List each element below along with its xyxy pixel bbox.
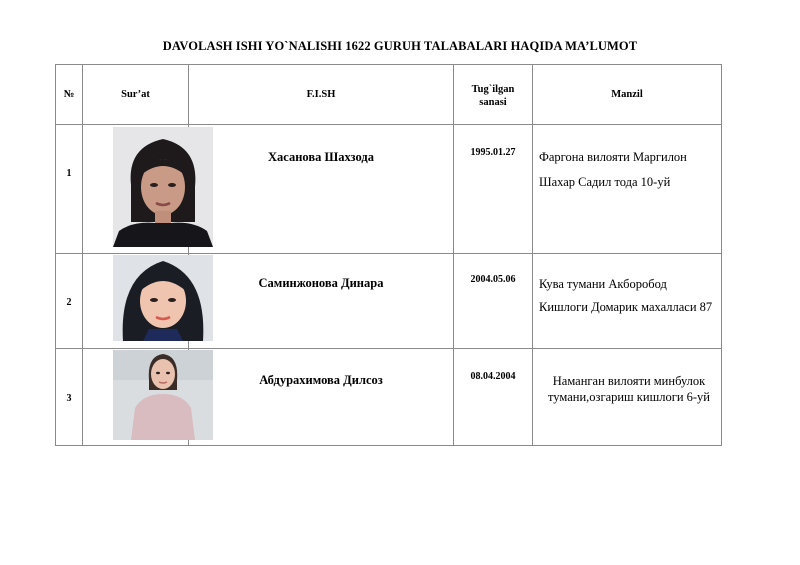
birth-date: 08.04.2004 bbox=[454, 349, 533, 446]
header-full-name: F.I.SH bbox=[189, 65, 454, 125]
header-birth-date-line1: Tug`ilgan bbox=[471, 83, 515, 95]
table-header-row bbox=[56, 65, 722, 125]
photo-cell bbox=[83, 125, 189, 254]
table-row bbox=[56, 125, 722, 254]
address-cell bbox=[533, 254, 722, 349]
header-photo: Sur’at bbox=[83, 65, 189, 125]
address-cell bbox=[533, 125, 722, 254]
document-title: DAVOLASH ISHI YO`NALISHI 1622 GURUH TALABALARI HAQIDA MA’LUMOT bbox=[162, 39, 638, 53]
table-row bbox=[56, 254, 722, 349]
student-photo bbox=[113, 350, 213, 440]
birth-date: 2004.05.06 bbox=[454, 254, 533, 349]
photo-cell bbox=[83, 254, 189, 349]
header-birth-date-line2: sanasi bbox=[479, 96, 507, 108]
birth-date: 1995.01.27 bbox=[454, 125, 533, 254]
student-name: Саминжонова Динара bbox=[189, 254, 454, 349]
table-row bbox=[56, 349, 722, 446]
student-photo bbox=[113, 255, 213, 341]
row-number: 1 bbox=[56, 125, 83, 254]
address-line: Фаргона вилояти Маргилон bbox=[539, 150, 687, 164]
address-line: Шахар Садил тода 10-уй bbox=[539, 175, 671, 189]
student-name: Хасанова Шахзода bbox=[189, 125, 454, 254]
header-birth-date bbox=[454, 65, 533, 125]
student-name: Абдурахимова Дилсоз bbox=[189, 349, 454, 446]
address-line: Кува тумани Акборобод bbox=[539, 277, 667, 291]
students-table bbox=[55, 64, 722, 446]
row-number: 3 bbox=[56, 349, 83, 446]
header-number: № bbox=[56, 65, 83, 125]
row-number: 2 bbox=[56, 254, 83, 349]
address-cell bbox=[533, 349, 722, 446]
address-line: Наманган вилояти минбулок тумани,озгариш кишлоги 6-уй bbox=[548, 374, 710, 404]
student-photo bbox=[113, 127, 213, 247]
photo-cell bbox=[83, 349, 189, 446]
address-line: Кишлоги Домарик махалласи 87 bbox=[539, 300, 713, 314]
header-address: Manzil bbox=[533, 65, 722, 125]
